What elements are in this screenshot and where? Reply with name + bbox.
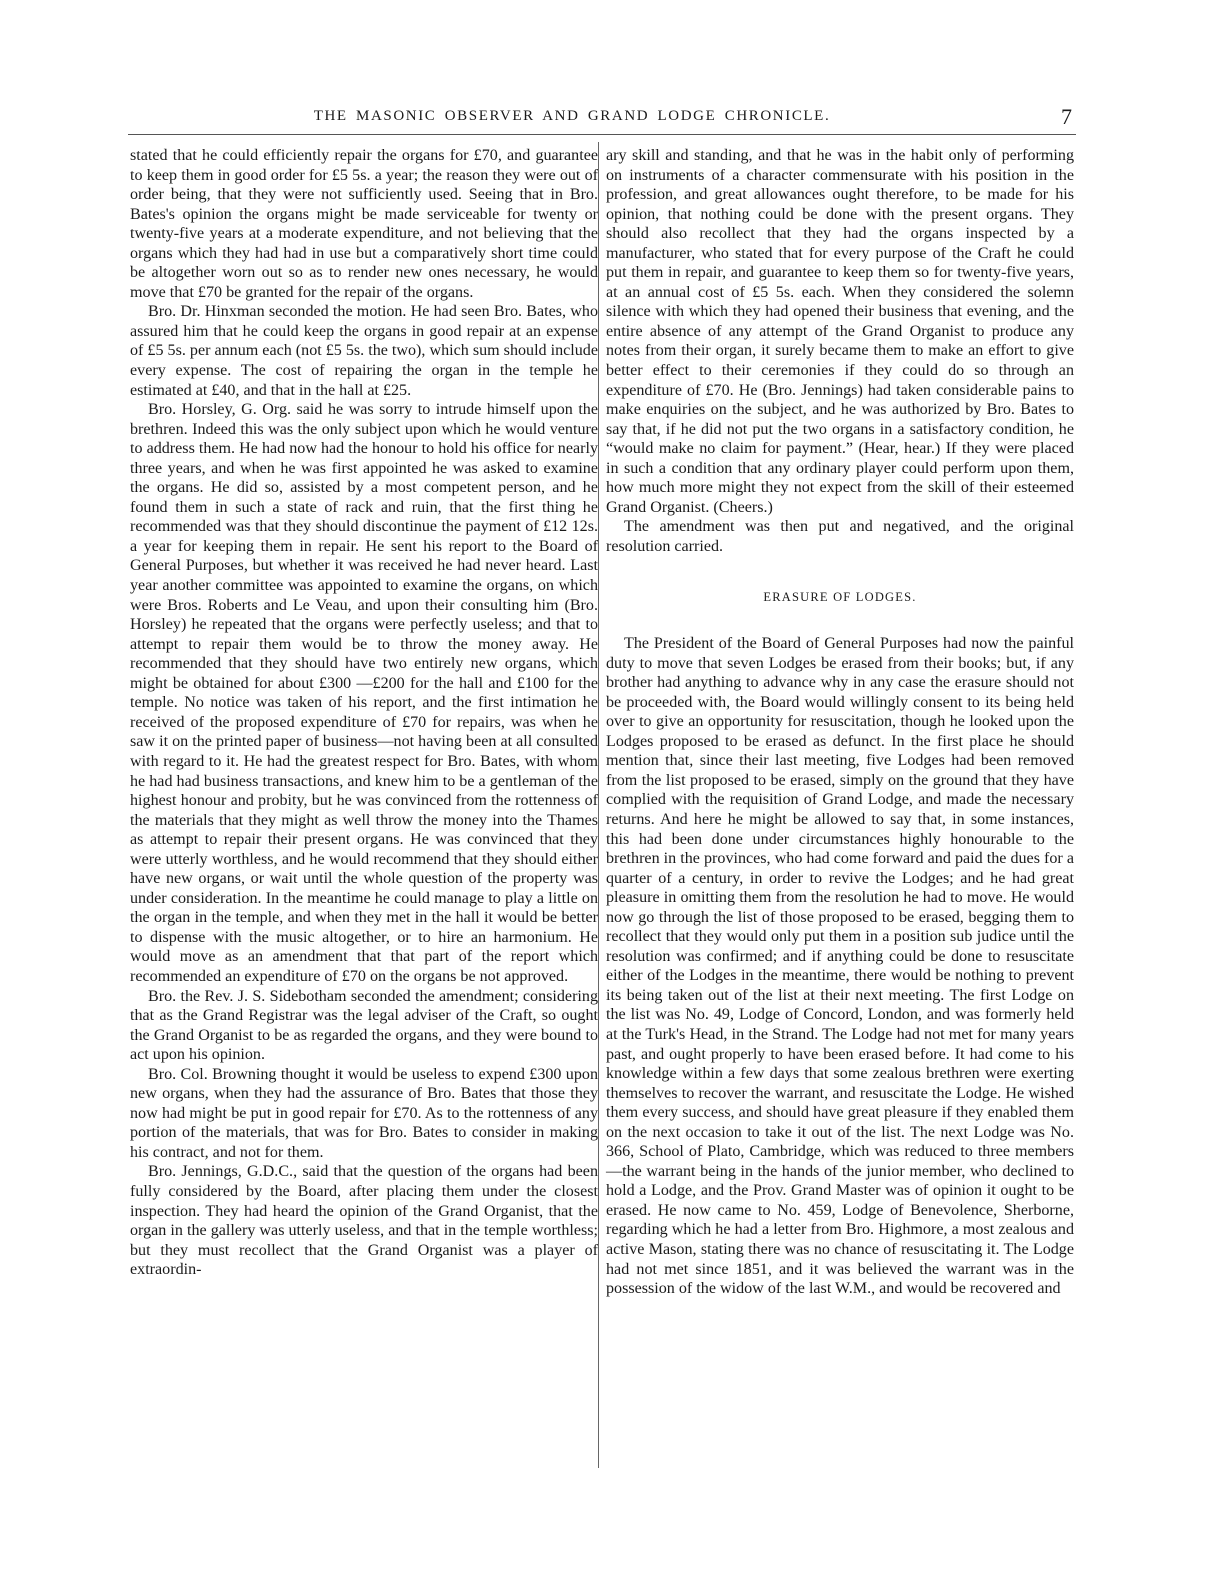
left-column: [130, 146, 598, 1280]
page-number: 7: [1061, 104, 1072, 129]
section-heading: ERASURE OF LODGES.: [763, 590, 917, 605]
paragraph: Bro. Horsley, G. Org. said he was sorry to intrude himself upon the brethren. Indeed this was the only subject upon which he would venture to address them. He had now had the honour to hold his office for nearly three years, and when he was first appointed he was asked to examine the organs. He did so, assisted by a most competent person, and he found them in such a state of rack and ruin, that the first thing he recommended was that they should discontinue the payment of £12 12s. a year for keeping them in repair. He sent his report to the Board of General Purposes, but whether it was received he had never heard. Last year another committee was appointed to examine the organs, on which were Bros. Roberts and Le Veau, and upon their consulting him (Bro. Horsley) he repeated that the organs were perfectly useless; and that to attempt to repair them would be to throw the money away. He recommended that they should have two entirely new organs, which might be obtained for about £300 —£200 for the hall and £100 for the temple. No notice was taken of his report, and the first intimation he received of the proposed expenditure of £70 for repairs, was when he saw it on the printed paper of business—not having been at all consulted with regard to it. He had the greatest respect for Bro. Bates, with whom he had had business transactions, and knew him to be a gentleman of the highest honour and probity, but he was convinced from the rottenness of the materials that they might as well throw the money into the Thames as attempt to repair their present organs. He was convinced that they were utterly worthless, and he would recommend that they should either have new organs, or wait until the whole question of the property was under consideration. In the meantime he could manage to play a little on the organ in the temple, and when they met in the hall it would be better to dispense with the music altogether, or to hire an harmonium. He would move as an amendment that that part of the report which recommended an expenditure of £70 on the organs be not approved.: [130, 401, 598, 985]
header-title: THE MASONIC OBSERVER AND GRAND LODGE CHRONICLE.: [313, 108, 831, 124]
column-divider: [598, 142, 599, 1468]
right-column: [606, 146, 1074, 1299]
paragraph: Bro. the Rev. J. S. Sidebotham seconded the amendment; considering that as the Grand Registrar was the legal adviser of the Craft, so ought the Grand Organist to be as regarded the organs, and they were bound to act upon his opinion.: [130, 987, 598, 1064]
paragraph: The amendment was then put and negatived, and the original resolution carried.: [606, 518, 1074, 555]
paragraph: Bro. Dr. Hinxman seconded the motion. He had seen Bro. Bates, who assured him that he could keep the organs in good repair at an expense of £5 5s. per annum each (not £5 5s. the two), which sum should include every expense. The cost of repairing the organ in the temple he estimated at £40, and that in the hall at £25.: [130, 303, 598, 399]
paragraph: The President of the Board of General Purposes had now the painful duty to move that seven Lodges be erased from their books; but, if any brother had anything to advance why in any case the erasure should not be proceeded with, the Board would willingly consent to its being held over to give an opportunity for resuscitation, though he looked upon the Lodges proposed to be erased as defunct. In the first place he should mention that, since their last meeting, five Lodges had been removed from the list proposed to be erased, simply on the ground that they have complied with the requisition of Grand Lodge, and made the necessary returns. And here he might be allowed to say that, in some instances, this had been done under circumstances highly honourable to the brethren in the provinces, who had come forward and paid the dues for a quarter of a century, in order to revive the Lodges; and he had great pleasure in omitting them from the resolution he had to move. He would now go through the list of those proposed to be erased, begging them to recollect that they would only put them in a position sub judice until the resolution was confirmed; and if anything could be done to resuscitate either of the Lodges in the meantime, there would be nothing to prevent its being taken out of the list at their next meeting. The first Lodge on the list was No. 49, Lodge of Concord, London, and was formerly held at the Turk's Head, in the Strand. The Lodge had not met for many years past, and ought properly to have been erased before. It had come to his knowledge within a few days that some zealous brethren were exerting themselves to recover the warrant, and resuscitate the Lodge. He wished them every success, and should have great pleasure if they enabled them on the next occasion to take it out of the list. The next Lodge was No. 366, School of Plato, Cambridge, which was reduced to three members—the warrant being in the hands of the junior member, who declined to hold a Lodge, and the Prov. Grand Master was of opinion it ought to be erased. He now came to No. 459, Lodge of Benevolence, Sherborne, regarding which he had a letter from Bro. Highmore, a most zealous and active Mason, stating there was no chance of resuscitating it. The Lodge had not met since 1851, and it was believed the warrant was in the possession of the widow of the last W.M., and would be recovered and: [606, 635, 1074, 1298]
running-header: [128, 104, 1076, 130]
paragraph: ary skill and standing, and that he was in the habit only of performing on instruments of a character commensurate with his position in the profession, and great allowances ought therefore, to be made for his opinion, that nothing could be done with the present organs. They should also recollect that they had the organs inspected by a manufacturer, who stated that for every purpose of the Craft he could put them in repair, and guarantee to keep them so for twenty-five years, at an annual cost of £5 5s. each. When they considered the solemn silence with which they had opened their business that evening, and the entire absence of any attempt of the Grand Organist to produce any notes from their organ, it surely became them to make an effort to give better effect to their ceremonies if they could do so through an expenditure of £70. He (Bro. Jennings) had taken considerable pains to make enquiries on the subject, and he was authorized by Bro. Bates to say that, if he did not put the two organs in a satisfactory condition, he “would make no claim for payment.” (Hear, hear.) If they were placed in such a condition that any ordinary player could perform upon them, how much more might they not expect from the skill of their esteemed Grand Organist. (Cheers.): [606, 147, 1074, 516]
paragraph: Bro. Col. Browning thought it would be useless to expend £300 upon new organs, when they had the assurance of Bro. Bates that those they now had might be put in good repair for £70. As to the rottenness of any portion of the materials, that was for Bro. Bates to consider in making his contract, and not for them.: [130, 1065, 598, 1161]
paragraph: stated that he could efficiently repair the organs for £70, and guarantee to keep them in good order for £5 5s. a year; the reason they were out of order being, that they were not sufficiently used. Seeing that in Bro. Bates's opinion the organs might be made serviceable for twenty or twenty-five years at a moderate expenditure, and not believing that the organs which they had had in use but a comparatively short time could be altogether worn out so as to render new ones necessary, he would move that £70 be granted for the repair of the organs.: [130, 147, 598, 301]
header-rule: [128, 134, 1076, 135]
paragraph: Bro. Jennings, G.D.C., said that the question of the organs had been fully considered by the Board, after placing them under the closest inspection. They had heard the opinion of the Grand Organist, that the organ in the gallery was utterly useless, and that in the temple worthless; but they must recollect that the Grand Organist was a player of extraordin-: [130, 1163, 598, 1279]
